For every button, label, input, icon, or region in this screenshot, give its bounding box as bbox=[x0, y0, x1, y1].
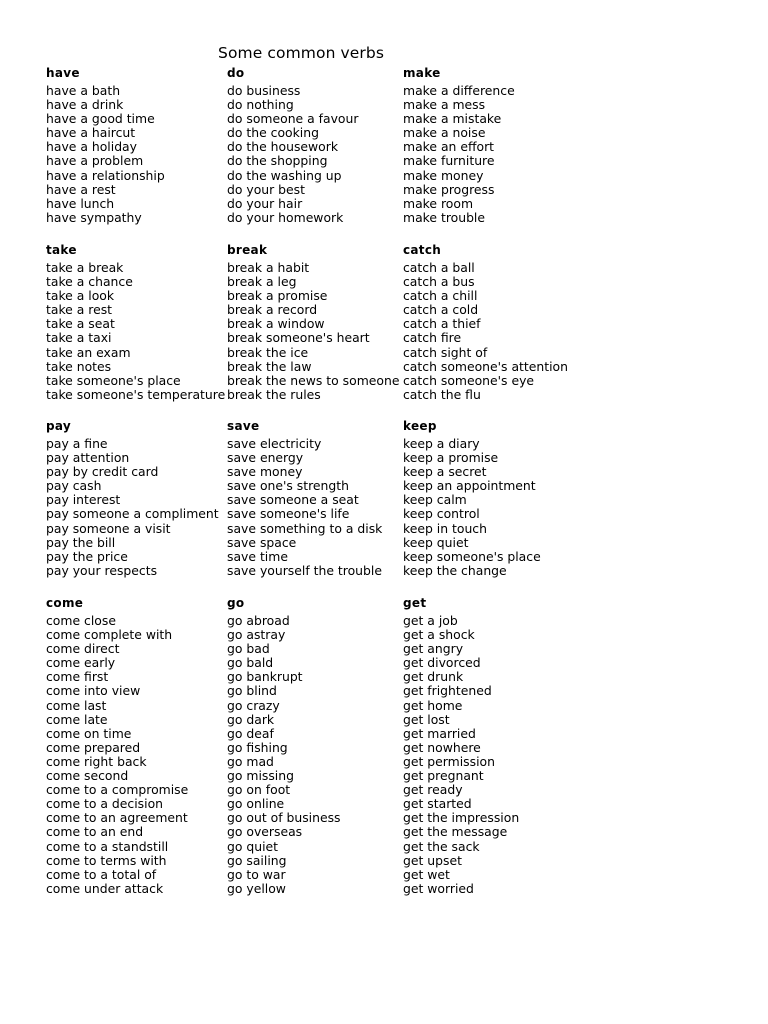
verb-column-keep bbox=[403, 419, 541, 578]
phrase-item: pay cash bbox=[46, 478, 102, 494]
phrase-list bbox=[227, 84, 358, 225]
phrase-item: get worried bbox=[403, 880, 474, 896]
phrase-item: go on foot bbox=[227, 782, 291, 798]
phrase-item: get the sack bbox=[403, 838, 480, 854]
phrase-item: go out of business bbox=[227, 810, 341, 826]
verb-heading: break bbox=[227, 243, 268, 257]
phrase-item: come to a decision bbox=[46, 796, 164, 812]
phrase-item: go online bbox=[227, 796, 285, 812]
phrase-list bbox=[46, 437, 219, 578]
verb-heading: pay bbox=[46, 419, 72, 433]
phrase-list bbox=[403, 261, 568, 402]
phrase-item: go bad bbox=[227, 641, 270, 657]
phrase-item: go dark bbox=[227, 711, 275, 727]
verb-heading: go bbox=[227, 596, 245, 610]
phrase-item: go mad bbox=[227, 753, 274, 769]
phrase-item: catch the flu bbox=[403, 386, 481, 402]
phrase-item: get pregnant bbox=[403, 768, 484, 784]
phrase-item: pay attention bbox=[46, 450, 130, 466]
phrase-item: come complete with bbox=[46, 627, 173, 643]
phrase-item: break the law bbox=[227, 358, 312, 374]
phrase-item: do your best bbox=[227, 181, 305, 197]
phrase-item: go overseas bbox=[227, 824, 303, 840]
phrase-item: get the impression bbox=[403, 810, 520, 826]
phrase-item: break the rules bbox=[227, 386, 321, 402]
phrase-item: save someone's life bbox=[227, 506, 350, 522]
phrase-list bbox=[227, 437, 382, 578]
phrase-item: get ready bbox=[403, 782, 463, 798]
phrase-item: break a habit bbox=[227, 260, 310, 275]
phrase-item: come into view bbox=[46, 683, 141, 699]
phrase-item: have a haircut bbox=[46, 125, 136, 141]
phrase-item: take a break bbox=[46, 260, 124, 275]
phrase-item: keep calm bbox=[403, 492, 467, 508]
phrase-item: save something to a disk bbox=[227, 520, 383, 536]
phrase-item: go yellow bbox=[227, 880, 286, 896]
phrase-item: come to a compromise bbox=[46, 782, 189, 798]
phrase-item: have a rest bbox=[46, 181, 116, 197]
phrase-item: get a job bbox=[403, 613, 458, 628]
phrase-item: keep a diary bbox=[403, 436, 480, 451]
phrase-item: come to a standstill bbox=[46, 838, 169, 854]
phrase-item: have a problem bbox=[46, 153, 144, 169]
phrase-item: break a promise bbox=[227, 288, 328, 304]
phrase-item: make a noise bbox=[403, 125, 486, 141]
phrase-item: save money bbox=[227, 464, 303, 480]
phrase-list bbox=[403, 84, 515, 225]
verb-heading: catch bbox=[403, 243, 442, 257]
phrase-item: pay a fine bbox=[46, 436, 108, 451]
phrase-item: do business bbox=[227, 83, 301, 98]
phrase-item: catch someone's eye bbox=[403, 372, 535, 388]
verb-heading: get bbox=[403, 596, 427, 610]
phrase-item: get frightened bbox=[403, 683, 492, 699]
phrase-item: take a taxi bbox=[46, 330, 112, 346]
phrase-item: keep control bbox=[403, 506, 480, 522]
phrase-item: save yourself the trouble bbox=[227, 562, 382, 578]
phrase-item: catch fire bbox=[403, 330, 462, 346]
phrase-item: pay someone a compliment bbox=[46, 506, 219, 522]
phrase-item: break someone's heart bbox=[227, 330, 370, 346]
phrase-item: come right back bbox=[46, 753, 147, 769]
phrase-item: come to an agreement bbox=[46, 810, 188, 826]
phrase-list bbox=[403, 614, 519, 896]
phrase-item: save space bbox=[227, 534, 297, 550]
phrase-item: make trouble bbox=[403, 209, 486, 225]
phrase-item: come under attack bbox=[46, 880, 164, 896]
phrase-item: take someone's temperature bbox=[46, 386, 226, 402]
verb-column-go bbox=[227, 596, 341, 896]
verb-column-get bbox=[403, 596, 519, 896]
phrase-item: pay the bill bbox=[46, 534, 116, 550]
verb-heading: do bbox=[227, 66, 245, 80]
verb-heading: take bbox=[46, 243, 77, 257]
phrase-item: have sympathy bbox=[46, 209, 142, 225]
phrase-item: have a holiday bbox=[46, 139, 137, 155]
phrase-item: do your homework bbox=[227, 209, 344, 225]
phrase-item: catch a bus bbox=[403, 274, 475, 290]
phrase-item: have a bath bbox=[46, 83, 121, 98]
phrase-item: pay the price bbox=[46, 548, 128, 564]
phrase-item: come to terms with bbox=[46, 852, 167, 868]
phrase-item: keep in touch bbox=[403, 520, 487, 536]
phrase-item: get upset bbox=[403, 852, 462, 868]
phrase-item: get drunk bbox=[403, 669, 464, 685]
phrase-item: make a mistake bbox=[403, 111, 502, 127]
phrase-item: save electricity bbox=[227, 436, 322, 451]
phrase-item: go to war bbox=[227, 866, 286, 882]
phrase-item: get nowhere bbox=[403, 739, 481, 755]
page-title: Some common verbs bbox=[218, 44, 385, 62]
phrase-item: have a drink bbox=[46, 97, 124, 113]
verb-column-make bbox=[403, 66, 515, 225]
phrase-item: make room bbox=[403, 195, 474, 211]
verb-column-save bbox=[227, 419, 382, 578]
phrase-item: go blind bbox=[227, 683, 277, 699]
phrase-item: take a chance bbox=[46, 274, 133, 290]
phrase-item: get wet bbox=[403, 866, 450, 882]
phrase-item: do the housework bbox=[227, 139, 339, 155]
phrase-item: go abroad bbox=[227, 613, 290, 628]
verb-column-catch bbox=[403, 243, 568, 402]
phrase-item: come direct bbox=[46, 641, 120, 657]
phrase-item: go crazy bbox=[227, 697, 280, 713]
phrase-item: make progress bbox=[403, 181, 495, 197]
phrase-item: go astray bbox=[227, 627, 286, 643]
phrase-item: come early bbox=[46, 655, 116, 671]
phrase-item: do the washing up bbox=[227, 167, 342, 183]
phrase-item: pay by credit card bbox=[46, 464, 159, 480]
verb-column-have bbox=[46, 66, 165, 225]
phrase-item: keep a secret bbox=[403, 464, 487, 480]
phrase-item: keep someone's place bbox=[403, 548, 541, 564]
phrase-item: go bald bbox=[227, 655, 274, 671]
verb-column-pay bbox=[46, 419, 219, 578]
phrase-item: break the news to someone bbox=[227, 372, 400, 388]
phrase-list bbox=[227, 261, 399, 402]
phrase-item: go deaf bbox=[227, 725, 274, 741]
phrase-item: make an effort bbox=[403, 139, 495, 155]
phrase-item: get permission bbox=[403, 753, 495, 769]
phrase-item: do your hair bbox=[227, 195, 303, 211]
phrase-item: take a seat bbox=[46, 316, 115, 332]
phrase-item: do someone a favour bbox=[227, 111, 359, 127]
phrase-item: get married bbox=[403, 725, 476, 741]
phrase-item: get home bbox=[403, 697, 463, 713]
phrase-item: make money bbox=[403, 167, 484, 183]
phrase-item: break a leg bbox=[227, 274, 297, 290]
phrase-item: have lunch bbox=[46, 195, 115, 211]
phrase-item: get divorced bbox=[403, 655, 481, 671]
verb-heading: come bbox=[46, 596, 84, 610]
phrase-item: come to a total of bbox=[46, 866, 157, 882]
verb-column-take bbox=[46, 243, 225, 402]
verb-heading: save bbox=[227, 419, 260, 433]
verb-heading: have bbox=[46, 66, 80, 80]
phrase-item: come on time bbox=[46, 725, 132, 741]
phrase-item: save one's strength bbox=[227, 478, 349, 494]
verb-column-come bbox=[46, 596, 188, 896]
phrase-item: save someone a seat bbox=[227, 492, 359, 508]
phrase-item: catch a thief bbox=[403, 316, 481, 332]
phrase-list bbox=[403, 437, 541, 578]
phrase-item: come prepared bbox=[46, 739, 141, 755]
phrase-item: break the ice bbox=[227, 344, 309, 360]
phrase-item: come late bbox=[46, 711, 108, 727]
phrase-item: keep an appointment bbox=[403, 478, 536, 494]
phrase-item: go missing bbox=[227, 768, 294, 784]
phrase-list bbox=[227, 614, 341, 896]
phrase-item: pay your respects bbox=[46, 562, 158, 578]
phrase-list bbox=[46, 261, 225, 402]
phrase-item: go bankrupt bbox=[227, 669, 303, 685]
verb-heading: keep bbox=[403, 419, 437, 433]
phrase-item: catch sight of bbox=[403, 344, 488, 360]
phrase-item: have a relationship bbox=[46, 167, 165, 183]
phrase-item: make furniture bbox=[403, 153, 495, 169]
phrase-item: come close bbox=[46, 613, 116, 628]
phrase-item: take a look bbox=[46, 288, 115, 304]
phrase-item: make a mess bbox=[403, 97, 486, 113]
phrase-item: keep a promise bbox=[403, 450, 499, 466]
phrase-item: do nothing bbox=[227, 97, 294, 113]
verb-heading: make bbox=[403, 66, 441, 80]
phrase-item: save time bbox=[227, 548, 288, 564]
phrase-list bbox=[46, 614, 188, 896]
verb-column-break bbox=[227, 243, 399, 402]
phrase-item: go fishing bbox=[227, 739, 288, 755]
phrase-item: get started bbox=[403, 796, 472, 812]
phrase-item: keep the change bbox=[403, 562, 507, 578]
phrase-item: go quiet bbox=[227, 838, 279, 854]
verb-column-do bbox=[227, 66, 358, 225]
phrase-list bbox=[46, 84, 165, 225]
phrase-item: come first bbox=[46, 669, 109, 685]
phrase-item: get angry bbox=[403, 641, 464, 657]
phrase-item: come last bbox=[46, 697, 107, 713]
phrase-item: catch someone's attention bbox=[403, 358, 568, 374]
phrase-item: have a good time bbox=[46, 111, 155, 127]
phrase-item: do the cooking bbox=[227, 125, 319, 141]
phrase-item: come second bbox=[46, 768, 129, 784]
phrase-item: take someone's place bbox=[46, 372, 181, 388]
phrase-item: catch a ball bbox=[403, 260, 475, 275]
phrase-item: save energy bbox=[227, 450, 304, 466]
phrase-item: take an exam bbox=[46, 344, 131, 360]
phrase-item: keep quiet bbox=[403, 534, 469, 550]
phrase-item: get a shock bbox=[403, 627, 475, 643]
phrase-item: take notes bbox=[46, 358, 112, 374]
phrase-item: break a record bbox=[227, 302, 318, 318]
phrase-item: catch a cold bbox=[403, 302, 479, 318]
phrase-item: take a rest bbox=[46, 302, 113, 318]
phrase-item: catch a chill bbox=[403, 288, 478, 304]
phrase-item: go sailing bbox=[227, 852, 287, 868]
phrase-item: do the shopping bbox=[227, 153, 328, 169]
phrase-item: pay someone a visit bbox=[46, 520, 171, 536]
phrase-item: get the message bbox=[403, 824, 508, 840]
phrase-item: break a window bbox=[227, 316, 325, 332]
phrase-item: pay interest bbox=[46, 492, 121, 508]
phrase-item: come to an end bbox=[46, 824, 144, 840]
phrase-item: make a difference bbox=[403, 83, 515, 98]
phrase-item: get lost bbox=[403, 711, 450, 727]
